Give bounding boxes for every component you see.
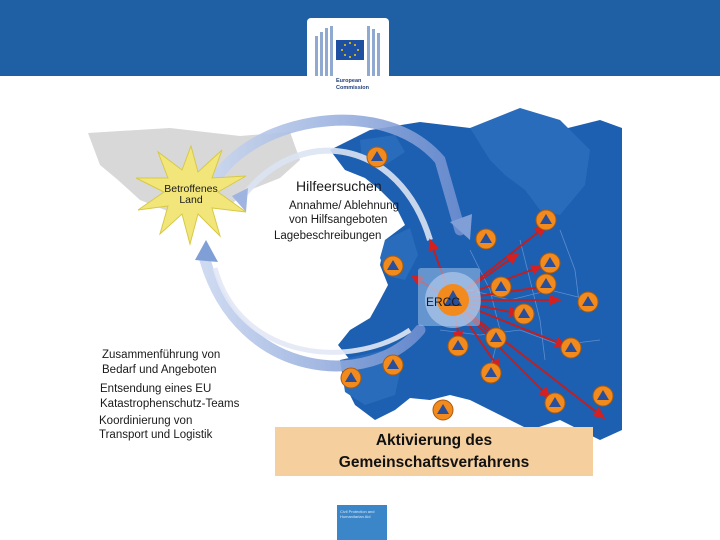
civil-protection-icon [433,400,453,420]
civil-protection-icon [578,292,598,312]
footer-line-2: Humanitarian Aid [340,514,371,519]
civil-protection-icon [481,363,501,383]
civil-protection-icon [593,386,613,406]
civil-protection-icon [536,274,556,294]
accept-label-line-1: Annahme/ Ablehnung [289,200,399,212]
merge-label-line-2: Bedarf und Angeboten [102,364,217,376]
dispatch-label-line-1: Entsendung eines EU [100,383,212,395]
brand-line-2: Commission [336,84,370,91]
civil-protection-icon [536,210,556,230]
request-label: Hilfeersuchen [296,178,382,194]
civil-protection-icon [561,338,581,358]
activation-line-2: Gemeinschaftsverfahrens [338,454,530,471]
coord-label-line-1: Koordinierung von [99,415,193,427]
civil-protection-icon [383,256,403,276]
affected-country-line-1: Betroffenes [164,183,218,195]
activation-line-1: Aktivierung des [375,432,493,449]
civil-protection-icon [486,328,506,348]
affected-country-label [162,184,220,206]
footer-line-1: Civil Protection and [340,509,375,514]
accept-label-line-2: von Hilfsangeboten [289,214,388,226]
civil-protection-icon [448,336,468,356]
civil-protection-icon [514,304,534,324]
situation-label: Lagebeschreibungen [274,230,382,242]
civil-protection-icon [367,147,387,167]
ercc-label: ERCC [426,295,461,309]
civil-protection-icon [540,253,560,273]
civil-protection-icon [341,368,361,388]
civil-protection-icon [545,393,565,413]
civil-protection-icon [383,355,403,375]
affected-country-line-2: Land [179,194,203,206]
civil-protection-icon [491,277,511,297]
dispatch-label-line-2: Katastrophenschutz-Teams [100,398,240,410]
coord-label-line-2: Transport und Logistik [99,429,213,441]
footer-text [340,509,386,519]
merge-label-line-1: Zusammenführung von [102,349,221,361]
brand-line-1: European [336,78,362,84]
civil-protection-icon [476,229,496,249]
